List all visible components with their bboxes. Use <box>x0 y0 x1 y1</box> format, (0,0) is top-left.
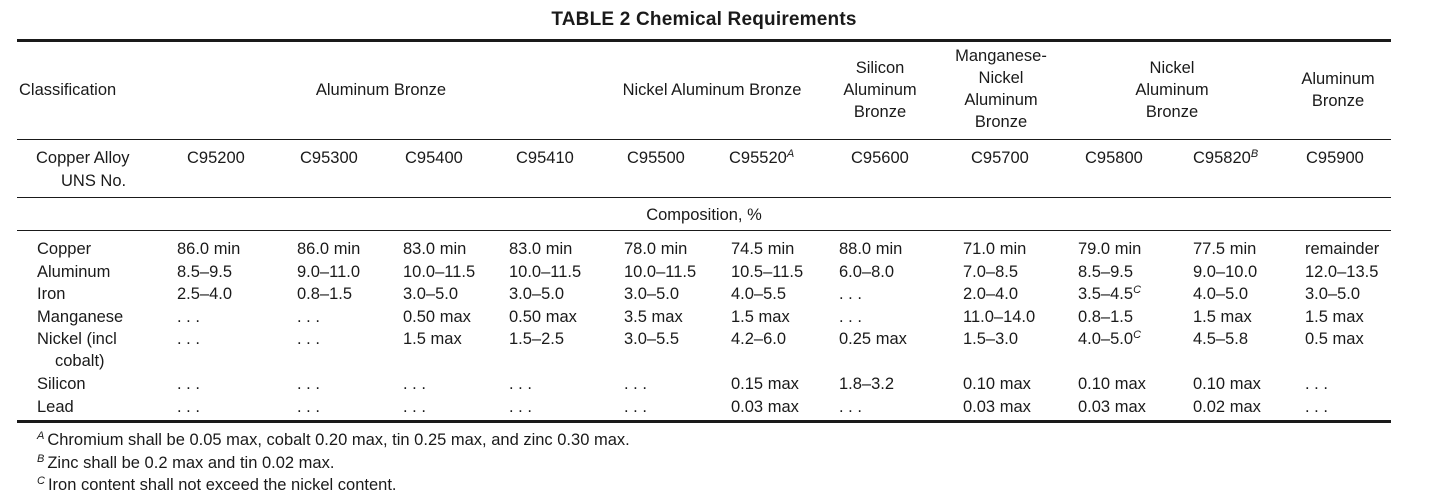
footnote-a <box>37 429 630 451</box>
group-header-line: Bronze <box>853 103 907 121</box>
cell-value: 8.5–9.5 <box>177 263 233 281</box>
element-name: cobalt) <box>55 352 105 370</box>
element-name: Silicon <box>37 375 86 393</box>
cell-value: 6.0–8.0 <box>839 263 895 281</box>
group-header-line: Nickel <box>978 69 1024 87</box>
table-cell <box>839 373 894 395</box>
table-cell <box>731 283 786 305</box>
cell-value: 83.0 min <box>509 240 573 258</box>
group-header-line: Aluminum <box>843 81 917 99</box>
table-cell <box>403 328 462 350</box>
table-cell <box>509 238 572 260</box>
table-cell <box>963 306 1035 328</box>
uns-label-line2: UNS No. <box>61 172 127 190</box>
cell-value: 2.0–4.0 <box>963 285 1019 303</box>
cell-value: 1.5–3.0 <box>963 330 1019 348</box>
table-cell <box>1193 373 1261 395</box>
table-cell <box>1193 328 1248 350</box>
cell-value: 74.5 min <box>731 240 795 258</box>
cell-value: remainder <box>1305 240 1380 258</box>
cell-value: 86.0 min <box>177 240 241 258</box>
table-cell <box>509 328 564 350</box>
table-cell <box>624 328 679 350</box>
table-cell <box>1193 261 1257 283</box>
table-cell <box>1305 396 1328 418</box>
cell-value: 0.02 max <box>1193 398 1261 416</box>
top-rule <box>17 39 1391 42</box>
cell-value: . . . <box>403 375 426 393</box>
table-cell <box>731 396 799 418</box>
element-name: Lead <box>37 398 74 416</box>
cell-value: 1.5 max <box>1305 308 1364 326</box>
cell-value: . . . <box>624 398 647 416</box>
cell-value: 10.0–11.5 <box>403 263 476 281</box>
uns-number <box>1306 147 1364 169</box>
table-cell <box>1078 396 1146 418</box>
cell-value: 0.8–1.5 <box>1078 308 1134 326</box>
table-cell <box>839 283 862 305</box>
table-cell <box>1193 306 1252 328</box>
uns-number <box>971 147 1029 169</box>
cell-value: 77.5 min <box>1193 240 1257 258</box>
cell-value: . . . <box>1305 398 1328 416</box>
table-cell <box>403 261 475 283</box>
table-cell <box>1305 306 1364 328</box>
uns-number <box>729 147 794 169</box>
cell-value: 88.0 min <box>839 240 903 258</box>
cell-value: 10.5–11.5 <box>731 263 804 281</box>
cell-value: 0.03 max <box>963 398 1031 416</box>
cell-value: 3.5 max <box>624 308 683 326</box>
uns-label-line1: Copper Alloy <box>36 149 130 167</box>
element-name: Aluminum <box>37 263 111 281</box>
table-cell <box>963 238 1026 260</box>
uns-number <box>516 147 574 169</box>
table-cell <box>731 373 799 395</box>
table-cell <box>624 396 647 418</box>
uns-divider <box>17 197 1391 198</box>
cell-value: 9.0–10.0 <box>1193 263 1258 281</box>
table-cell <box>177 261 232 283</box>
cell-value: 83.0 min <box>403 240 467 258</box>
table-cell <box>177 328 200 350</box>
cell-value: 2.5–4.0 <box>177 285 233 303</box>
table-cell <box>177 373 200 395</box>
uns-number <box>187 147 245 169</box>
cell-value: 0.5 max <box>1305 330 1364 348</box>
cell-value: 79.0 min <box>1078 240 1142 258</box>
cell-value: 0.8–1.5 <box>297 285 353 303</box>
cell-value: . . . <box>403 398 426 416</box>
table-cell <box>403 306 471 328</box>
table-cell <box>509 373 532 395</box>
cell-value: 3.0–5.5 <box>624 330 680 348</box>
bottom-rule <box>17 420 1391 423</box>
table-cell <box>1305 328 1364 350</box>
uns-code: C95200 <box>187 149 245 167</box>
group-header-line: Bronze <box>1145 103 1199 121</box>
footnote-marker: A <box>786 148 795 160</box>
cell-value: 9.0–11.0 <box>297 263 361 281</box>
cell-value: 0.03 max <box>731 398 799 416</box>
table-cell <box>731 261 803 283</box>
table-cell <box>839 328 907 350</box>
footnote-marker: B <box>37 453 45 465</box>
cell-value: 1.5–2.5 <box>509 330 565 348</box>
cell-value: . . . <box>624 375 647 393</box>
cell-value: 0.25 max <box>839 330 907 348</box>
element-name: Copper <box>37 240 92 258</box>
table-cell <box>624 373 647 395</box>
cell-value: 1.5 max <box>1193 308 1252 326</box>
table-cell <box>963 261 1018 283</box>
cell-value: 78.0 min <box>624 240 688 258</box>
cell-value: . . . <box>177 398 200 416</box>
table-cell <box>1078 328 1141 350</box>
cell-value: 0.50 max <box>509 308 577 326</box>
element-name: Manganese <box>37 308 124 326</box>
table-cell <box>403 373 426 395</box>
uns-code: C95600 <box>851 149 909 167</box>
group-header-line: Aluminum <box>964 91 1038 109</box>
footnote-text: Zinc shall be 0.2 max and tin 0.02 max. <box>47 454 335 472</box>
group-header-line: Nickel <box>1149 59 1195 77</box>
uns-code: C95500 <box>627 149 685 167</box>
table-cell <box>839 238 902 260</box>
footnote-marker: C <box>1133 329 1142 341</box>
table-cell <box>839 261 894 283</box>
cell-value: . . . <box>297 398 320 416</box>
cell-value: 4.0–5.5 <box>731 285 787 303</box>
cell-value: . . . <box>297 330 320 348</box>
uns-code: C95300 <box>300 149 358 167</box>
table-cell <box>509 261 581 283</box>
table-cell <box>624 283 679 305</box>
table-cell <box>297 328 320 350</box>
cell-value: . . . <box>509 375 532 393</box>
table-cell <box>509 306 577 328</box>
table-cell <box>177 283 232 305</box>
cell-value: 86.0 min <box>297 240 361 258</box>
group-header-line: Bronze <box>974 113 1028 131</box>
composition-divider <box>17 230 1391 231</box>
footnote-marker: B <box>1250 148 1259 160</box>
table-cell <box>1193 283 1248 305</box>
cell-value: 3.0–5.0 <box>1305 285 1361 303</box>
footnote-text: Chromium shall be 0.05 max, cobalt 0.20 max, tin 0.25 max, and zinc 0.30 max. <box>47 431 630 449</box>
uns-number <box>300 147 358 169</box>
cell-value: 1.8–3.2 <box>839 375 895 393</box>
cell-value: . . . <box>177 308 200 326</box>
group-header-line: Bronze <box>1311 92 1365 110</box>
uns-number <box>851 147 909 169</box>
cell-value: 3.0–5.0 <box>403 285 459 303</box>
cell-value: . . . <box>839 308 862 326</box>
cell-value: 0.10 max <box>1193 375 1261 393</box>
table-cell <box>624 238 687 260</box>
uns-code: C95410 <box>516 149 574 167</box>
table-cell <box>177 238 240 260</box>
group-header-line: Silicon <box>855 59 905 77</box>
group-header-0 <box>271 79 491 101</box>
table-cell <box>1305 238 1379 260</box>
table-cell <box>509 283 564 305</box>
table-cell <box>1193 396 1261 418</box>
cell-value: 71.0 min <box>963 240 1027 258</box>
table-cell <box>1305 261 1378 283</box>
cell-value: . . . <box>839 285 862 303</box>
classification-header: Classification <box>19 81 117 99</box>
cell-value: 1.5 max <box>403 330 462 348</box>
cell-value: 11.0–14.0 <box>963 308 1036 326</box>
cell-value: . . . <box>297 308 320 326</box>
uns-code: C95800 <box>1085 149 1143 167</box>
cell-value: 3.0–5.0 <box>624 285 680 303</box>
footnote-marker: C <box>37 475 45 487</box>
table-cell <box>297 261 360 283</box>
uns-code: C95400 <box>405 149 463 167</box>
table-cell <box>403 238 466 260</box>
group-header-line: Aluminum Bronze <box>315 81 447 99</box>
table-cell <box>177 396 200 418</box>
table-title: TABLE 2 Chemical Requirements <box>551 9 857 30</box>
cell-value: 4.0–5.0 <box>1193 285 1249 303</box>
table-cell <box>1305 283 1360 305</box>
table-cell <box>963 396 1031 418</box>
cell-value: . . . <box>177 375 200 393</box>
table-cell <box>1078 283 1141 305</box>
table-cell <box>1078 238 1141 260</box>
table-cell <box>963 328 1018 350</box>
footnote-marker: A <box>37 430 45 442</box>
table-cell <box>963 283 1018 305</box>
cell-value: 0.50 max <box>403 308 471 326</box>
cell-value: 3.0–5.0 <box>509 285 565 303</box>
footnote-b <box>37 452 334 474</box>
table-cell <box>1305 373 1328 395</box>
group-header-line: Manganese- <box>955 47 1047 65</box>
cell-value: . . . <box>1305 375 1328 393</box>
table-cell <box>1078 373 1146 395</box>
group-header-line: Nickel Aluminum Bronze <box>622 81 802 99</box>
group-header-line: Aluminum <box>1135 81 1209 99</box>
cell-value: 4.0–5.0 <box>1078 330 1134 348</box>
element-name: Nickel (incl <box>37 330 117 348</box>
table-cell <box>297 283 352 305</box>
uns-code: C95520 <box>729 149 787 167</box>
uns-number <box>627 147 685 169</box>
group-header-5 <box>1228 68 1447 112</box>
uns-number <box>1193 147 1258 169</box>
table-cell <box>731 306 790 328</box>
cell-value: 0.15 max <box>731 375 799 393</box>
uns-code: C95820 <box>1193 149 1251 167</box>
cell-value: . . . <box>839 398 862 416</box>
table-cell <box>1193 238 1256 260</box>
cell-value: 0.10 max <box>1078 375 1146 393</box>
uns-code: C95700 <box>971 149 1029 167</box>
cell-value: 12.0–13.5 <box>1305 263 1379 281</box>
cell-value: 1.5 max <box>731 308 790 326</box>
element-name: Iron <box>37 285 66 303</box>
table-cell <box>297 306 320 328</box>
group-header-line: Aluminum <box>1301 70 1375 88</box>
table-cell <box>509 396 532 418</box>
header-divider <box>17 139 1391 140</box>
table-cell <box>1078 261 1133 283</box>
table-cell <box>297 396 320 418</box>
cell-value: 8.5–9.5 <box>1078 263 1134 281</box>
composition-label: Composition, % <box>646 206 762 224</box>
uns-number <box>1085 147 1143 169</box>
table-cell <box>177 306 200 328</box>
cell-value: 4.2–6.0 <box>731 330 787 348</box>
table-cell <box>731 328 786 350</box>
footnote-c <box>37 474 397 496</box>
table-cell <box>297 238 360 260</box>
cell-value: 7.0–8.5 <box>963 263 1019 281</box>
cell-value: 10.0–11.5 <box>624 263 697 281</box>
footnote-text: Iron content shall not exceed the nickel content. <box>47 476 397 494</box>
cell-value: 0.10 max <box>963 375 1031 393</box>
cell-value: . . . <box>177 330 200 348</box>
table-cell <box>1078 306 1133 328</box>
cell-value: . . . <box>509 398 532 416</box>
cell-value: 3.5–4.5 <box>1078 285 1134 303</box>
table-cell <box>839 396 862 418</box>
footnote-marker: C <box>1133 284 1142 296</box>
cell-value: 10.0–11.5 <box>509 263 582 281</box>
table-cell <box>731 238 794 260</box>
table-cell <box>624 261 696 283</box>
table-cell <box>403 283 458 305</box>
table-cell <box>403 396 426 418</box>
table-cell <box>963 373 1031 395</box>
cell-value: . . . <box>297 375 320 393</box>
uns-code: C95900 <box>1306 149 1364 167</box>
cell-value: 4.5–5.8 <box>1193 330 1249 348</box>
table-cell <box>624 306 683 328</box>
uns-number <box>405 147 463 169</box>
cell-value: 0.03 max <box>1078 398 1146 416</box>
table-cell <box>297 373 320 395</box>
table-cell <box>839 306 862 328</box>
